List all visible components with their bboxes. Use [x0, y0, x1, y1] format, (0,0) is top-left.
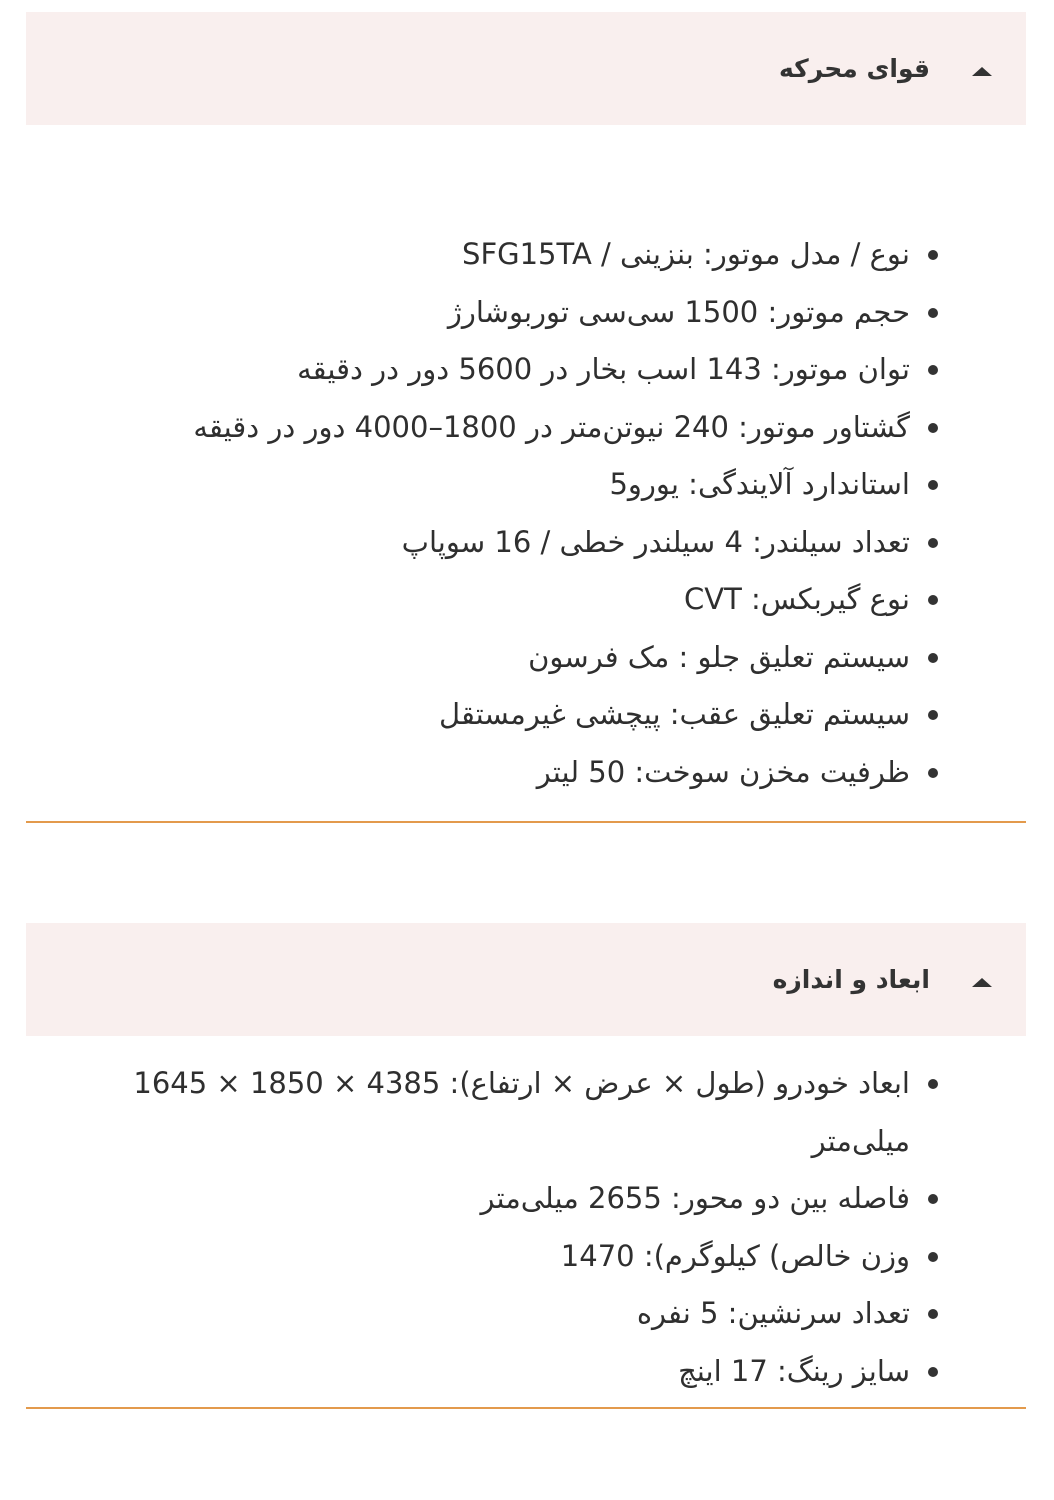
list-item: توان موتور: 143 اسب بخار در 5600 دور در دقیقه [66, 341, 910, 399]
list-item: فاصله بین دو محور: 2655 میلی‌متر [66, 1170, 910, 1228]
list-item: سیستم تعلیق عقب: پیچشی غیرمستقل [66, 686, 910, 744]
section-header-dimensions[interactable] [26, 923, 1026, 1036]
list-item: ابعاد خودرو (طول × عرض × ارتفاع): 4385 × 1850 × 1645 میلی‌متر [66, 1055, 910, 1170]
list-item: نوع گیربکس: CVT [66, 571, 910, 629]
section-divider [26, 1407, 1026, 1409]
caret-up-icon[interactable] [972, 978, 992, 987]
list-item: تعداد سرنشین: 5 نفره [66, 1285, 910, 1343]
section-title: قوای محرکه [779, 54, 930, 83]
list-item: گشتاور موتور: 240 نیوتن‌متر در 1800–4000 دور در دقیقه [66, 399, 910, 457]
list-item: حجم موتور: 1500 سی‌سی توربوشارژ [66, 284, 910, 342]
section-title: ابعاد و اندازه [772, 965, 930, 994]
caret-up-icon[interactable] [972, 67, 992, 76]
list-item: سایز رینگ: 17 اینچ [66, 1343, 910, 1401]
list-item: وزن خالص) کیلوگرم): 1470 [66, 1228, 910, 1286]
section-dimensions [26, 923, 1026, 1400]
section-header-powertrain[interactable] [26, 12, 1026, 125]
section-divider [26, 821, 1026, 823]
spec-list [26, 1055, 1026, 1400]
list-item: تعداد سیلندر: 4 سیلندر خطی / 16 سوپاپ [66, 514, 910, 572]
spec-list [26, 226, 1026, 801]
list-item: نوع / مدل موتور: بنزینی / SFG15TA [66, 226, 910, 284]
section-powertrain [26, 12, 1026, 801]
list-item: ظرفیت مخزن سوخت: 50 لیتر [66, 744, 910, 802]
list-item: سیستم تعلیق جلو : مک فرسون [66, 629, 910, 687]
list-item: استاندارد آلایندگی: یورو5 [66, 456, 910, 514]
